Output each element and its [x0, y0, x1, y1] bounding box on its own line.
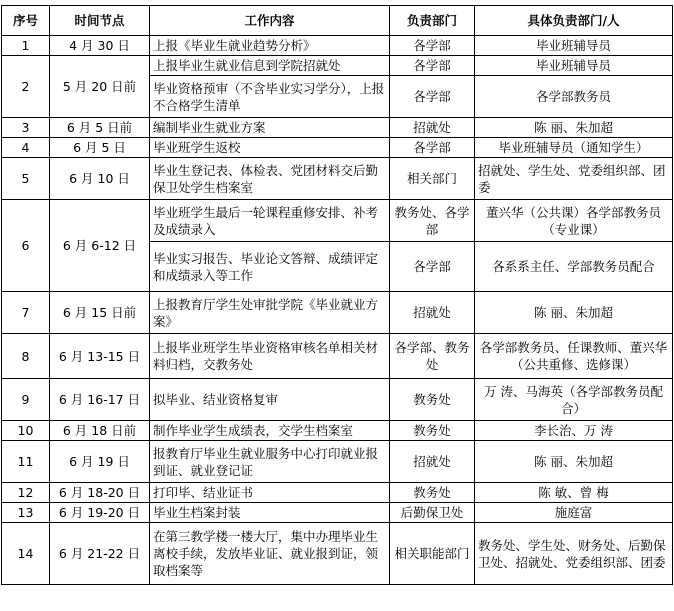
- table-row: [2, 334, 673, 379]
- cell-no: 9: [2, 379, 50, 421]
- cell-dept: 招就处: [390, 118, 475, 138]
- cell-time: 6 月 10 日: [50, 158, 150, 200]
- cell-person: 教务处、学生处、财务处、后勤保卫处、招就处、党委组织部、团委: [475, 523, 673, 585]
- cell-content: 上报毕业生就业信息到学院招就处: [150, 56, 390, 76]
- cell-content: 毕业生档案封装: [150, 503, 390, 523]
- cell-content: 毕业实习报告、毕业论文答辩、成绩评定和成绩录入等工作: [150, 242, 390, 292]
- header-time: 时间节点: [50, 6, 150, 36]
- cell-dept: 各学部: [390, 36, 475, 56]
- cell-content: 上报《毕业生就业趋势分析》: [150, 36, 390, 56]
- cell-no: 2: [2, 56, 50, 118]
- cell-content: 制作毕业学生成绩表，交学生档案室: [150, 421, 390, 441]
- work-schedule-table: [1, 5, 673, 585]
- cell-person: 毕业班辅导员（通知学生）: [475, 138, 673, 158]
- cell-no: 12: [2, 483, 50, 503]
- cell-dept: 招就处: [390, 292, 475, 334]
- cell-dept: 教务处: [390, 379, 475, 421]
- cell-no: 3: [2, 118, 50, 138]
- cell-dept: 各学部: [390, 242, 475, 292]
- table-row: [2, 292, 673, 334]
- table-row: [2, 421, 673, 441]
- cell-dept: 各学部: [390, 138, 475, 158]
- cell-no: 7: [2, 292, 50, 334]
- cell-dept: 后勤保卫处: [390, 503, 475, 523]
- cell-time: 6 月 16-17 日: [50, 379, 150, 421]
- cell-no: 1: [2, 36, 50, 56]
- cell-time: 4 月 30 日: [50, 36, 150, 56]
- cell-person: 陈 丽、朱加超: [475, 441, 673, 483]
- header-content: 工作内容: [150, 6, 390, 36]
- table-row: [2, 523, 673, 585]
- table-row: [2, 441, 673, 483]
- cell-person: 各学部教务员、任课教师、董兴华（公共重修、选修课）: [475, 334, 673, 379]
- cell-dept: 相关职能部门: [390, 523, 475, 585]
- cell-content: 报教育厅毕业生就业服务中心打印就业报到证、就业登记证: [150, 441, 390, 483]
- cell-person: 施庭富: [475, 503, 673, 523]
- cell-time: 6 月 18-20 日: [50, 483, 150, 503]
- cell-person: 陈 敏、曾 梅: [475, 483, 673, 503]
- cell-person: 万 涛、马海英（各学部教务员配合）: [475, 379, 673, 421]
- cell-person: 各学部教务员: [475, 76, 673, 118]
- cell-time: 6 月 15 日前: [50, 292, 150, 334]
- cell-no: 4: [2, 138, 50, 158]
- cell-no: 8: [2, 334, 50, 379]
- cell-dept: 教务处: [390, 421, 475, 441]
- cell-content: 上报教育厅学生处审批学院《毕业就业方案》: [150, 292, 390, 334]
- cell-dept: 各学部、教务处: [390, 334, 475, 379]
- cell-content: 打印毕、结业证书: [150, 483, 390, 503]
- cell-person: 陈 丽、朱加超: [475, 118, 673, 138]
- cell-time: 5 月 20 日前: [50, 56, 150, 118]
- table-row: [2, 158, 673, 200]
- cell-time: 6 月 21-22 日: [50, 523, 150, 585]
- cell-content: 上报毕业班学生毕业资格审核名单相关材料归档，交教务处: [150, 334, 390, 379]
- cell-time: 6 月 19 日: [50, 441, 150, 483]
- cell-person: 董兴华（公共课）各学部教务员（专业课）: [475, 200, 673, 242]
- cell-time: 6 月 13-15 日: [50, 334, 150, 379]
- table-row: [2, 503, 673, 523]
- cell-content: 编制毕业生就业方案: [150, 118, 390, 138]
- table-row: [2, 483, 673, 503]
- header-person: 具体负责部门/人: [475, 6, 673, 36]
- cell-dept: 教务处、各学部: [390, 200, 475, 242]
- cell-person: 各系系主任、学部教务员配合: [475, 242, 673, 292]
- table-row: [2, 379, 673, 421]
- cell-no: 14: [2, 523, 50, 585]
- cell-no: 10: [2, 421, 50, 441]
- table-row: [2, 36, 673, 56]
- cell-time: 6 月 19-20 日: [50, 503, 150, 523]
- cell-no: 5: [2, 158, 50, 200]
- cell-no: 6: [2, 200, 50, 292]
- cell-content: 毕业班学生返校: [150, 138, 390, 158]
- table-row: [2, 56, 673, 76]
- table-row: [2, 138, 673, 158]
- cell-time: 6 月 6-12 日: [50, 200, 150, 292]
- cell-dept: 教务处: [390, 483, 475, 503]
- cell-no: 11: [2, 441, 50, 483]
- cell-dept: 招就处: [390, 441, 475, 483]
- cell-person: 李长治、万 涛: [475, 421, 673, 441]
- header-row: [2, 6, 673, 36]
- cell-person: 毕业班辅导员: [475, 36, 673, 56]
- cell-dept: 相关部门: [390, 158, 475, 200]
- cell-content: 拟毕业、结业资格复审: [150, 379, 390, 421]
- cell-content: 在第三教学楼一楼大厅，集中办理毕业生离校手续，发放毕业证、就业报到证，领取档案等: [150, 523, 390, 585]
- cell-person: 毕业班辅导员: [475, 56, 673, 76]
- cell-dept: 各学部: [390, 56, 475, 76]
- cell-time: 6 月 5 日: [50, 138, 150, 158]
- cell-person: 招就处、学生处、党委组织部、团委: [475, 158, 673, 200]
- cell-person: 陈 丽、朱加超: [475, 292, 673, 334]
- cell-content: 毕业生登记表、体检表、党团材料交后勤保卫处学生档案室: [150, 158, 390, 200]
- cell-content: 毕业班学生最后一轮课程重修安排、补考及成绩录入: [150, 200, 390, 242]
- cell-time: 6 月 18 日前: [50, 421, 150, 441]
- cell-time: 6 月 5 日前: [50, 118, 150, 138]
- header-dept: 负责部门: [390, 6, 475, 36]
- cell-no: 13: [2, 503, 50, 523]
- table-row: [2, 118, 673, 138]
- header-no: 序号: [2, 6, 50, 36]
- table-row: [2, 200, 673, 242]
- cell-content: 毕业资格预审（不含毕业实习学分），上报不合格学生清单: [150, 76, 390, 118]
- cell-dept: 各学部: [390, 76, 475, 118]
